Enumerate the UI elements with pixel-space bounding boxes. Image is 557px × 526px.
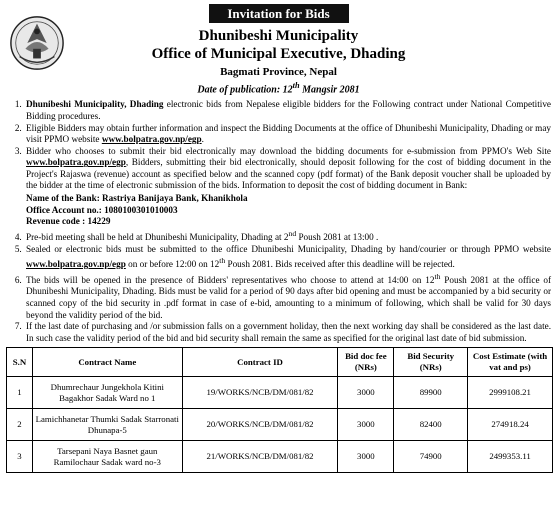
- cell-contract-name: Lamichhanetar Thumki Sadak Starronati Dhunapa-5: [32, 409, 182, 441]
- list-item: 6. The bids will be opened in the presence of Bidders' representatives who choose to attend at 14:00 on 12th Poush 2081 at the office of Dhunibeshi Municipality, Dhading. Bids must be valid for a period of 90 days after bid opening and must be accompanied by a bid security or scanned copy of the bid security in .pdf format in case of e-bid, amounting to a minimum of following, which shall be valid for 30 days beyond the validity period of the bid.: [24, 271, 551, 321]
- cell-sn: 2: [7, 409, 33, 441]
- bank-details: [26, 193, 551, 228]
- bank-revenue: Revenue code : 14229: [26, 216, 111, 227]
- office-name: Office of Municipal Executive, Dhading: [151, 46, 406, 62]
- bank-name: Name of the Bank: Rastriya Banijaya Bank, Khanikhola: [26, 193, 248, 204]
- col-header-cost-estimate: Cost Estimate (with vat and ps): [468, 348, 553, 377]
- cell-sn: 3: [7, 441, 33, 473]
- cell-cost-estimate: 2499353.11: [468, 441, 553, 473]
- notice-header: [6, 27, 551, 96]
- cell-contract-name: Dhumrechaur Jungekhola Kitini Bagakhor Sadak Ward no 1: [32, 377, 182, 409]
- bank-account: Office Account no.: 1080100301010003: [26, 204, 178, 215]
- cell-bid-doc-fee: 3000: [338, 377, 394, 409]
- col-header-sn: S.N: [7, 348, 33, 377]
- ppmo-link[interactable]: www.bolpatra.gov.np/egp: [26, 157, 126, 168]
- province-name: Bagmati Province, Nepal: [220, 66, 337, 78]
- cell-bid-security: 74900: [394, 441, 468, 473]
- cell-bid-security: 82400: [394, 409, 468, 441]
- ppmo-link[interactable]: www.bolpatra.gov.np/egp: [101, 134, 202, 145]
- cell-bid-doc-fee: 3000: [338, 409, 394, 441]
- publication-date: Date of publication: 12th Mangsir 2081: [197, 81, 360, 96]
- list-item: 4. Pre-bid meeting shall be held at Dhunibeshi Municipality, Dhading at 2nd Poush 2081 at 13:00 .: [24, 228, 551, 244]
- cell-contract-id: 21/WORKS/NCB/DM/081/82: [182, 441, 338, 473]
- col-header-bid-security: Bid Security (NRs): [394, 348, 468, 377]
- cell-contract-id: 20/WORKS/NCB/DM/081/82: [182, 409, 338, 441]
- col-header-contract-name: Contract Name: [32, 348, 182, 377]
- table-row: [7, 377, 553, 409]
- table-row: [7, 409, 553, 441]
- col-header-bid-doc-fee: Bid doc fee (NRs): [338, 348, 394, 377]
- list-item: 1. Dhunibeshi Municipality, Dhading electronic bids from Nepalese eligible bidders for the Following contract under National Competitive Bidding procedures.: [24, 99, 551, 122]
- list-item: 5. Sealed or electronic bids must be submitted to the office Dhunibeshi Municipality, Dhading by hand/courier or through PPMO website www.bolpatra.gov.np/egp on or before 12:00 on 12th Poush 2081. Bids received after this deadline will be rejected.: [24, 244, 551, 271]
- invitation-banner: Invitation for Bids: [209, 4, 349, 23]
- org-name: Dhunibeshi Municipality: [198, 28, 359, 44]
- cell-bid-security: 89900: [394, 377, 468, 409]
- list-item: 3. Bidder who chooses to submit their bid electronically may download the bidding documents for e-submission from PPMO's Web Site www.bolpatra.gov.np/egp, Bidders, submitting their bid electronically, should deposit following for the cost of bidding document in the Project's Rajaswa (revenue) account as specified below and the scanned copy (pdf format) of the Bank deposit voucher shall be uploaded by the bidder at the time of electronic submission of the bids. Information to deposit the cost of bidding document in Bank: Name of the Bank: Rastriya Banijaya Bank, Khanikhola Office Account no.: 1080100301010003 Revenue code : 14229: [24, 146, 551, 228]
- cell-cost-estimate: 274918.24: [468, 409, 553, 441]
- col-header-contract-id: Contract ID: [182, 348, 338, 377]
- table-header-row: [7, 348, 553, 377]
- contracts-table: [6, 347, 553, 473]
- cell-sn: 1: [7, 377, 33, 409]
- cell-contract-id: 19/WORKS/NCB/DM/081/82: [182, 377, 338, 409]
- cell-contract-name: Tarsepani Naya Basnet gaun Ramilochaur Sadak ward no-3: [32, 441, 182, 473]
- table-row: [7, 441, 553, 473]
- cell-cost-estimate: 2999108.21: [468, 377, 553, 409]
- cell-bid-doc-fee: 3000: [338, 441, 394, 473]
- notice-items: [6, 99, 551, 344]
- nepal-emblem-icon: [8, 14, 66, 72]
- ppmo-link[interactable]: www.bolpatra.gov.np/egp: [26, 259, 126, 270]
- list-item: 7. If the last date of purchasing and /or submission falls on a government holiday, then the next working day shall be considered as the last date. In such case the validity period of the bid and bid security shall remain the same as specified for the original last date of bid submission.: [24, 321, 551, 344]
- list-item: 2. Eligible Bidders may obtain further information and inspect the Bidding Documents at the office of Dhunibeshi Municipality, Dhading or may visit PPMO website www.bolpatra.gov.np/egp.: [24, 123, 551, 146]
